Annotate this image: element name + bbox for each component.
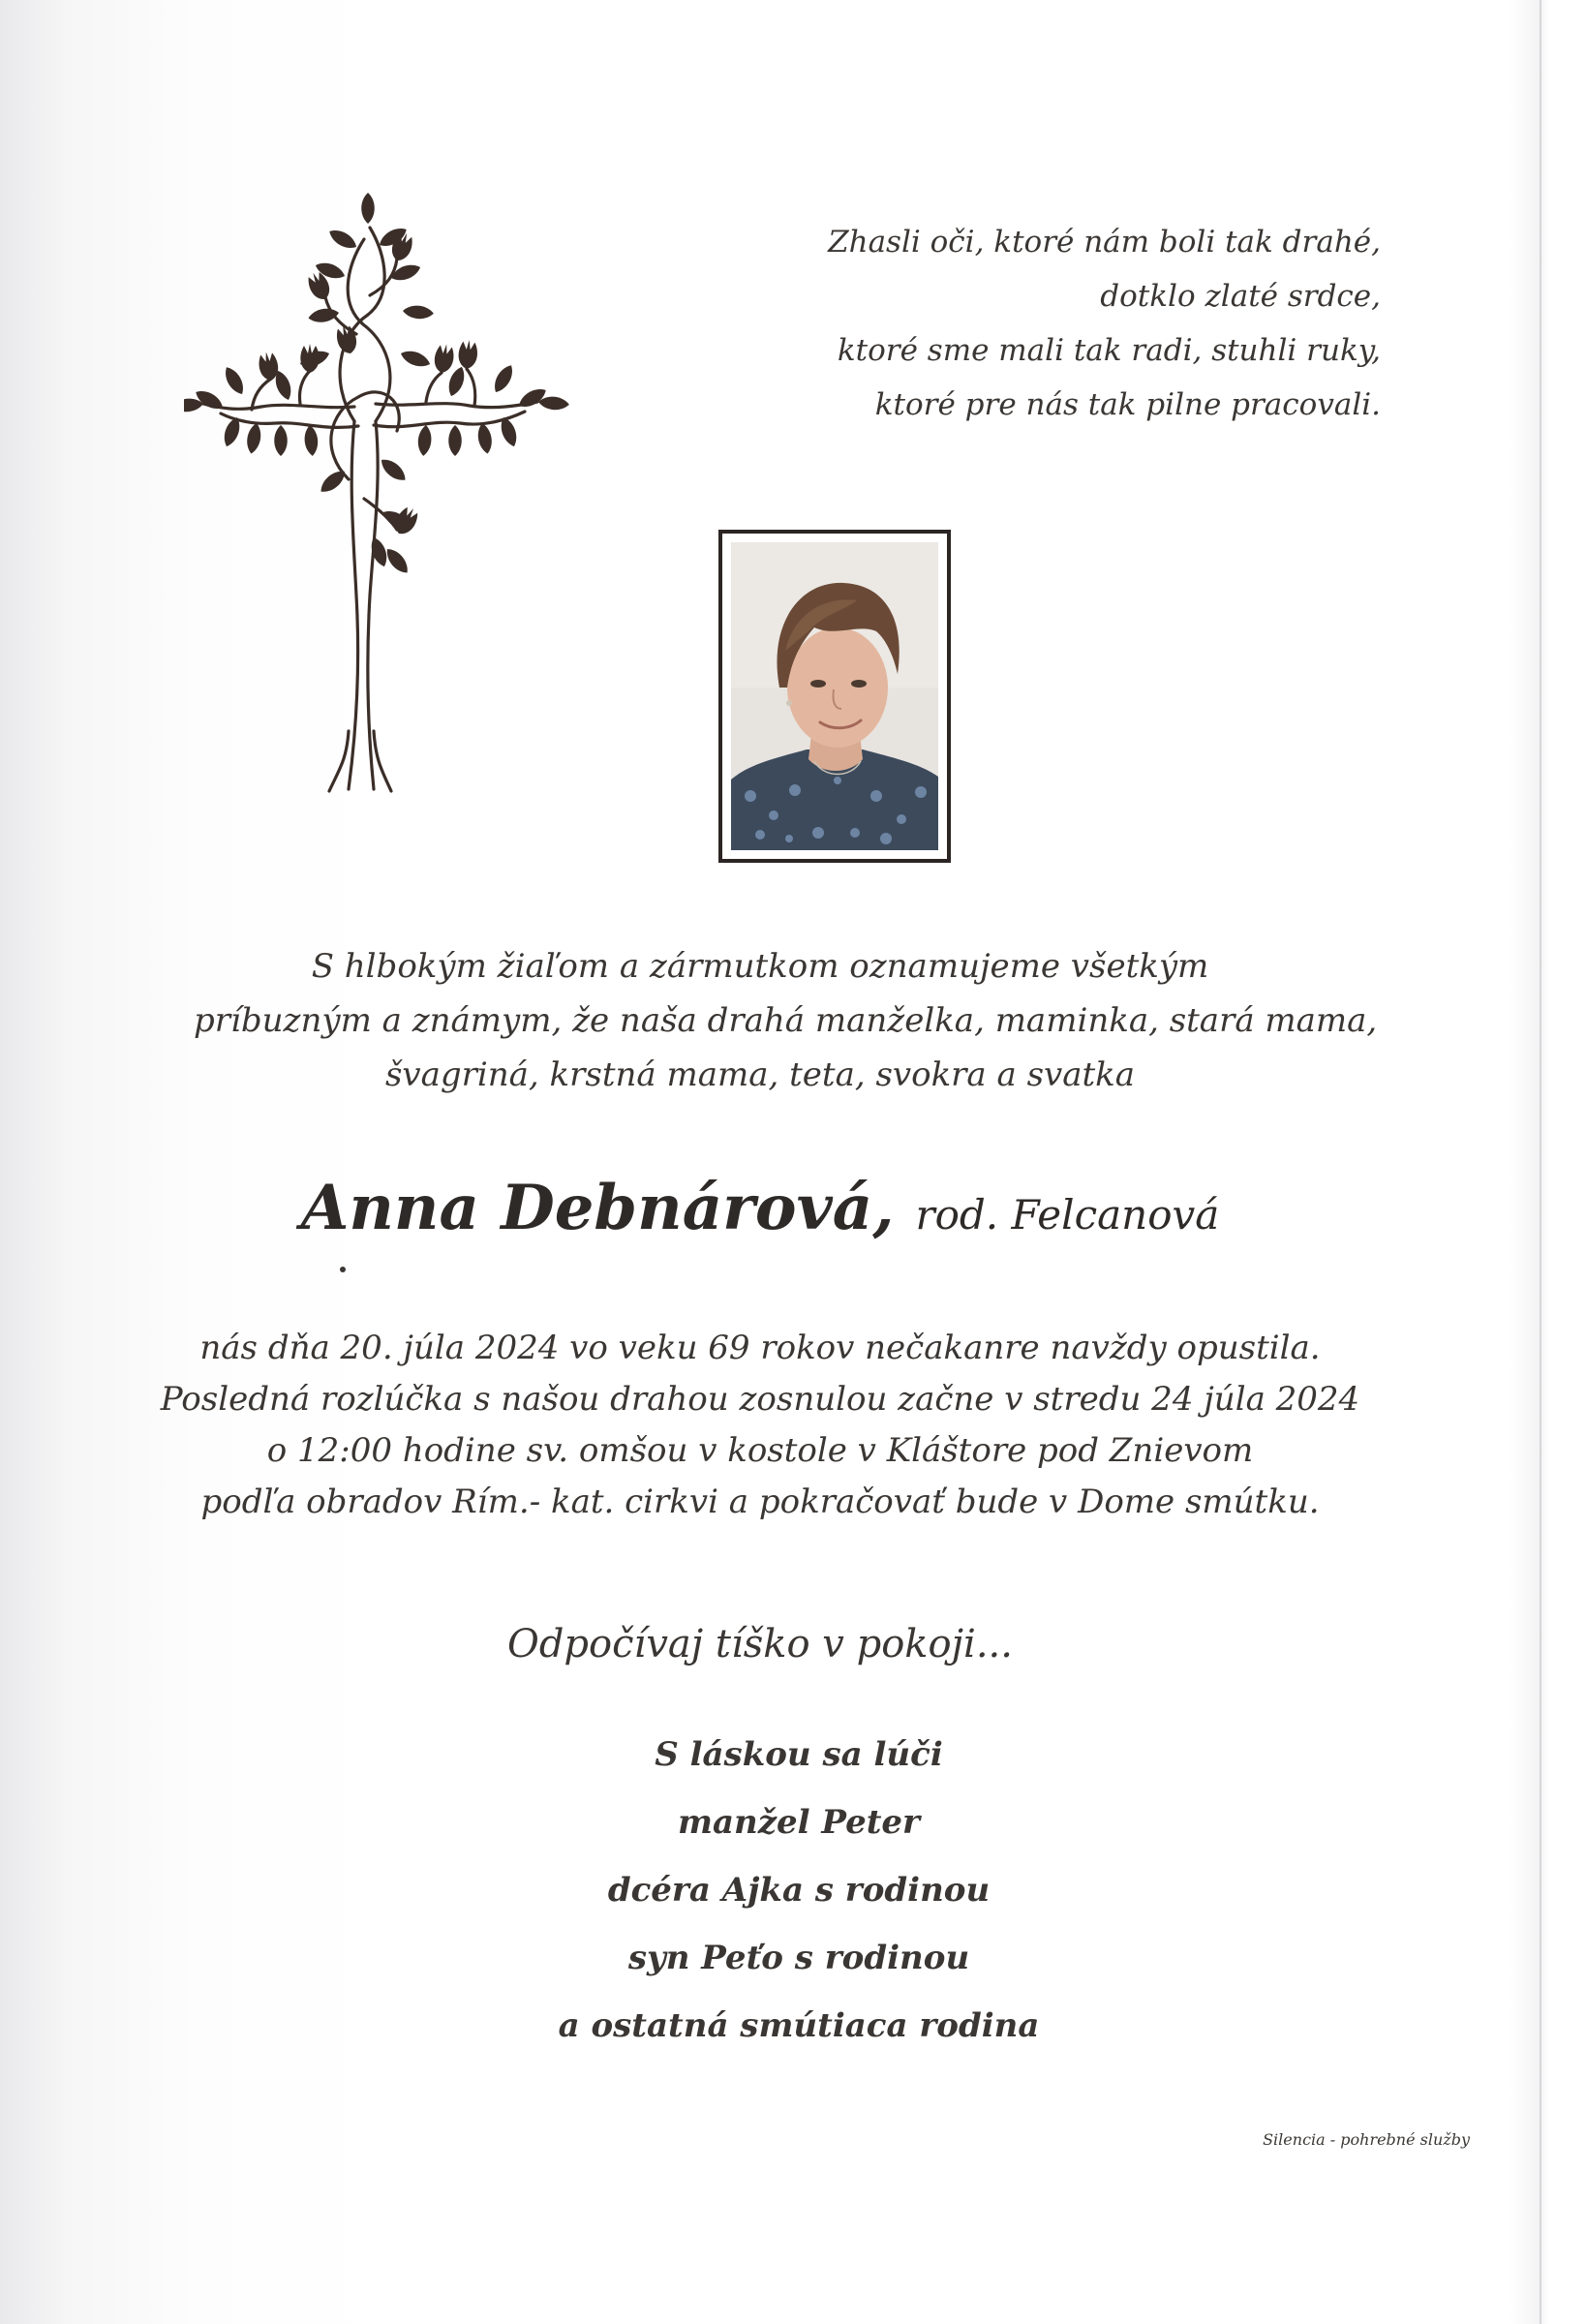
stray-dot xyxy=(340,1267,346,1272)
verse-line: ktoré sme mali tak radi, stuhli ruky, xyxy=(837,333,1381,368)
announcement-line: S hlbokým žiaľom a zármutkom oznamujeme všetkým xyxy=(311,947,1209,986)
details-line: nás dňa 20. júla 2024 vo veku 69 rokov nečakanre navždy opustila. xyxy=(199,1329,1321,1367)
funeral-service-credit: Silencia - pohrebné služby xyxy=(1263,2130,1470,2149)
mourner-line: S láskou sa lúči xyxy=(655,1735,943,1774)
tree-of-life-icon xyxy=(184,189,571,799)
announcement-line: švagriná, krstná mama, teta, svokra a svatka xyxy=(384,1055,1136,1094)
funeral-details xyxy=(155,1323,1365,1528)
announcement-line: príbuzným a známym, že naša drahá manželka, maminka, stará mama, xyxy=(194,1001,1378,1040)
page-edge-rule xyxy=(1540,0,1541,2324)
mourner-line: dcéra Ajka s rodinou xyxy=(607,1871,991,1910)
details-line: podľa obradov Rím.- kat. cirkvi a pokračovať bude v Dome smútku. xyxy=(200,1483,1320,1521)
mourner-line: a ostatná smútiaca rodina xyxy=(558,2006,1040,2045)
verse-line: dotklo zlaté srdce, xyxy=(1100,279,1381,314)
memorial-verse xyxy=(703,215,1381,432)
portrait-frame xyxy=(718,530,951,863)
maiden-name: rod. Felcanová xyxy=(915,1191,1220,1238)
verse-line: ktoré pre nás tak pilne pracovali. xyxy=(874,387,1381,422)
mourner-line: manžel Peter xyxy=(678,1803,920,1842)
portrait-photo xyxy=(731,542,938,850)
rest-in-peace-line: Odpočívaj tíško v pokoji... xyxy=(507,1622,1013,1667)
deceased-name-line xyxy=(194,1172,1327,1244)
deceased-name: Anna Debnárová, xyxy=(300,1172,895,1244)
mourner-line: syn Peťo s rodinou xyxy=(627,1939,970,1977)
details-line: Posledná rozlúčka s našou drahou zosnulou začne v stredu 24 júla 2024 xyxy=(160,1380,1360,1419)
details-line: o 12:00 hodine sv. omšou v kostole v Kláštore pod Znievom xyxy=(266,1431,1254,1470)
verse-line: Zhasli oči, ktoré nám boli tak drahé, xyxy=(828,225,1381,260)
mourners-list xyxy=(387,1721,1210,2060)
announcement-text xyxy=(194,939,1378,1102)
